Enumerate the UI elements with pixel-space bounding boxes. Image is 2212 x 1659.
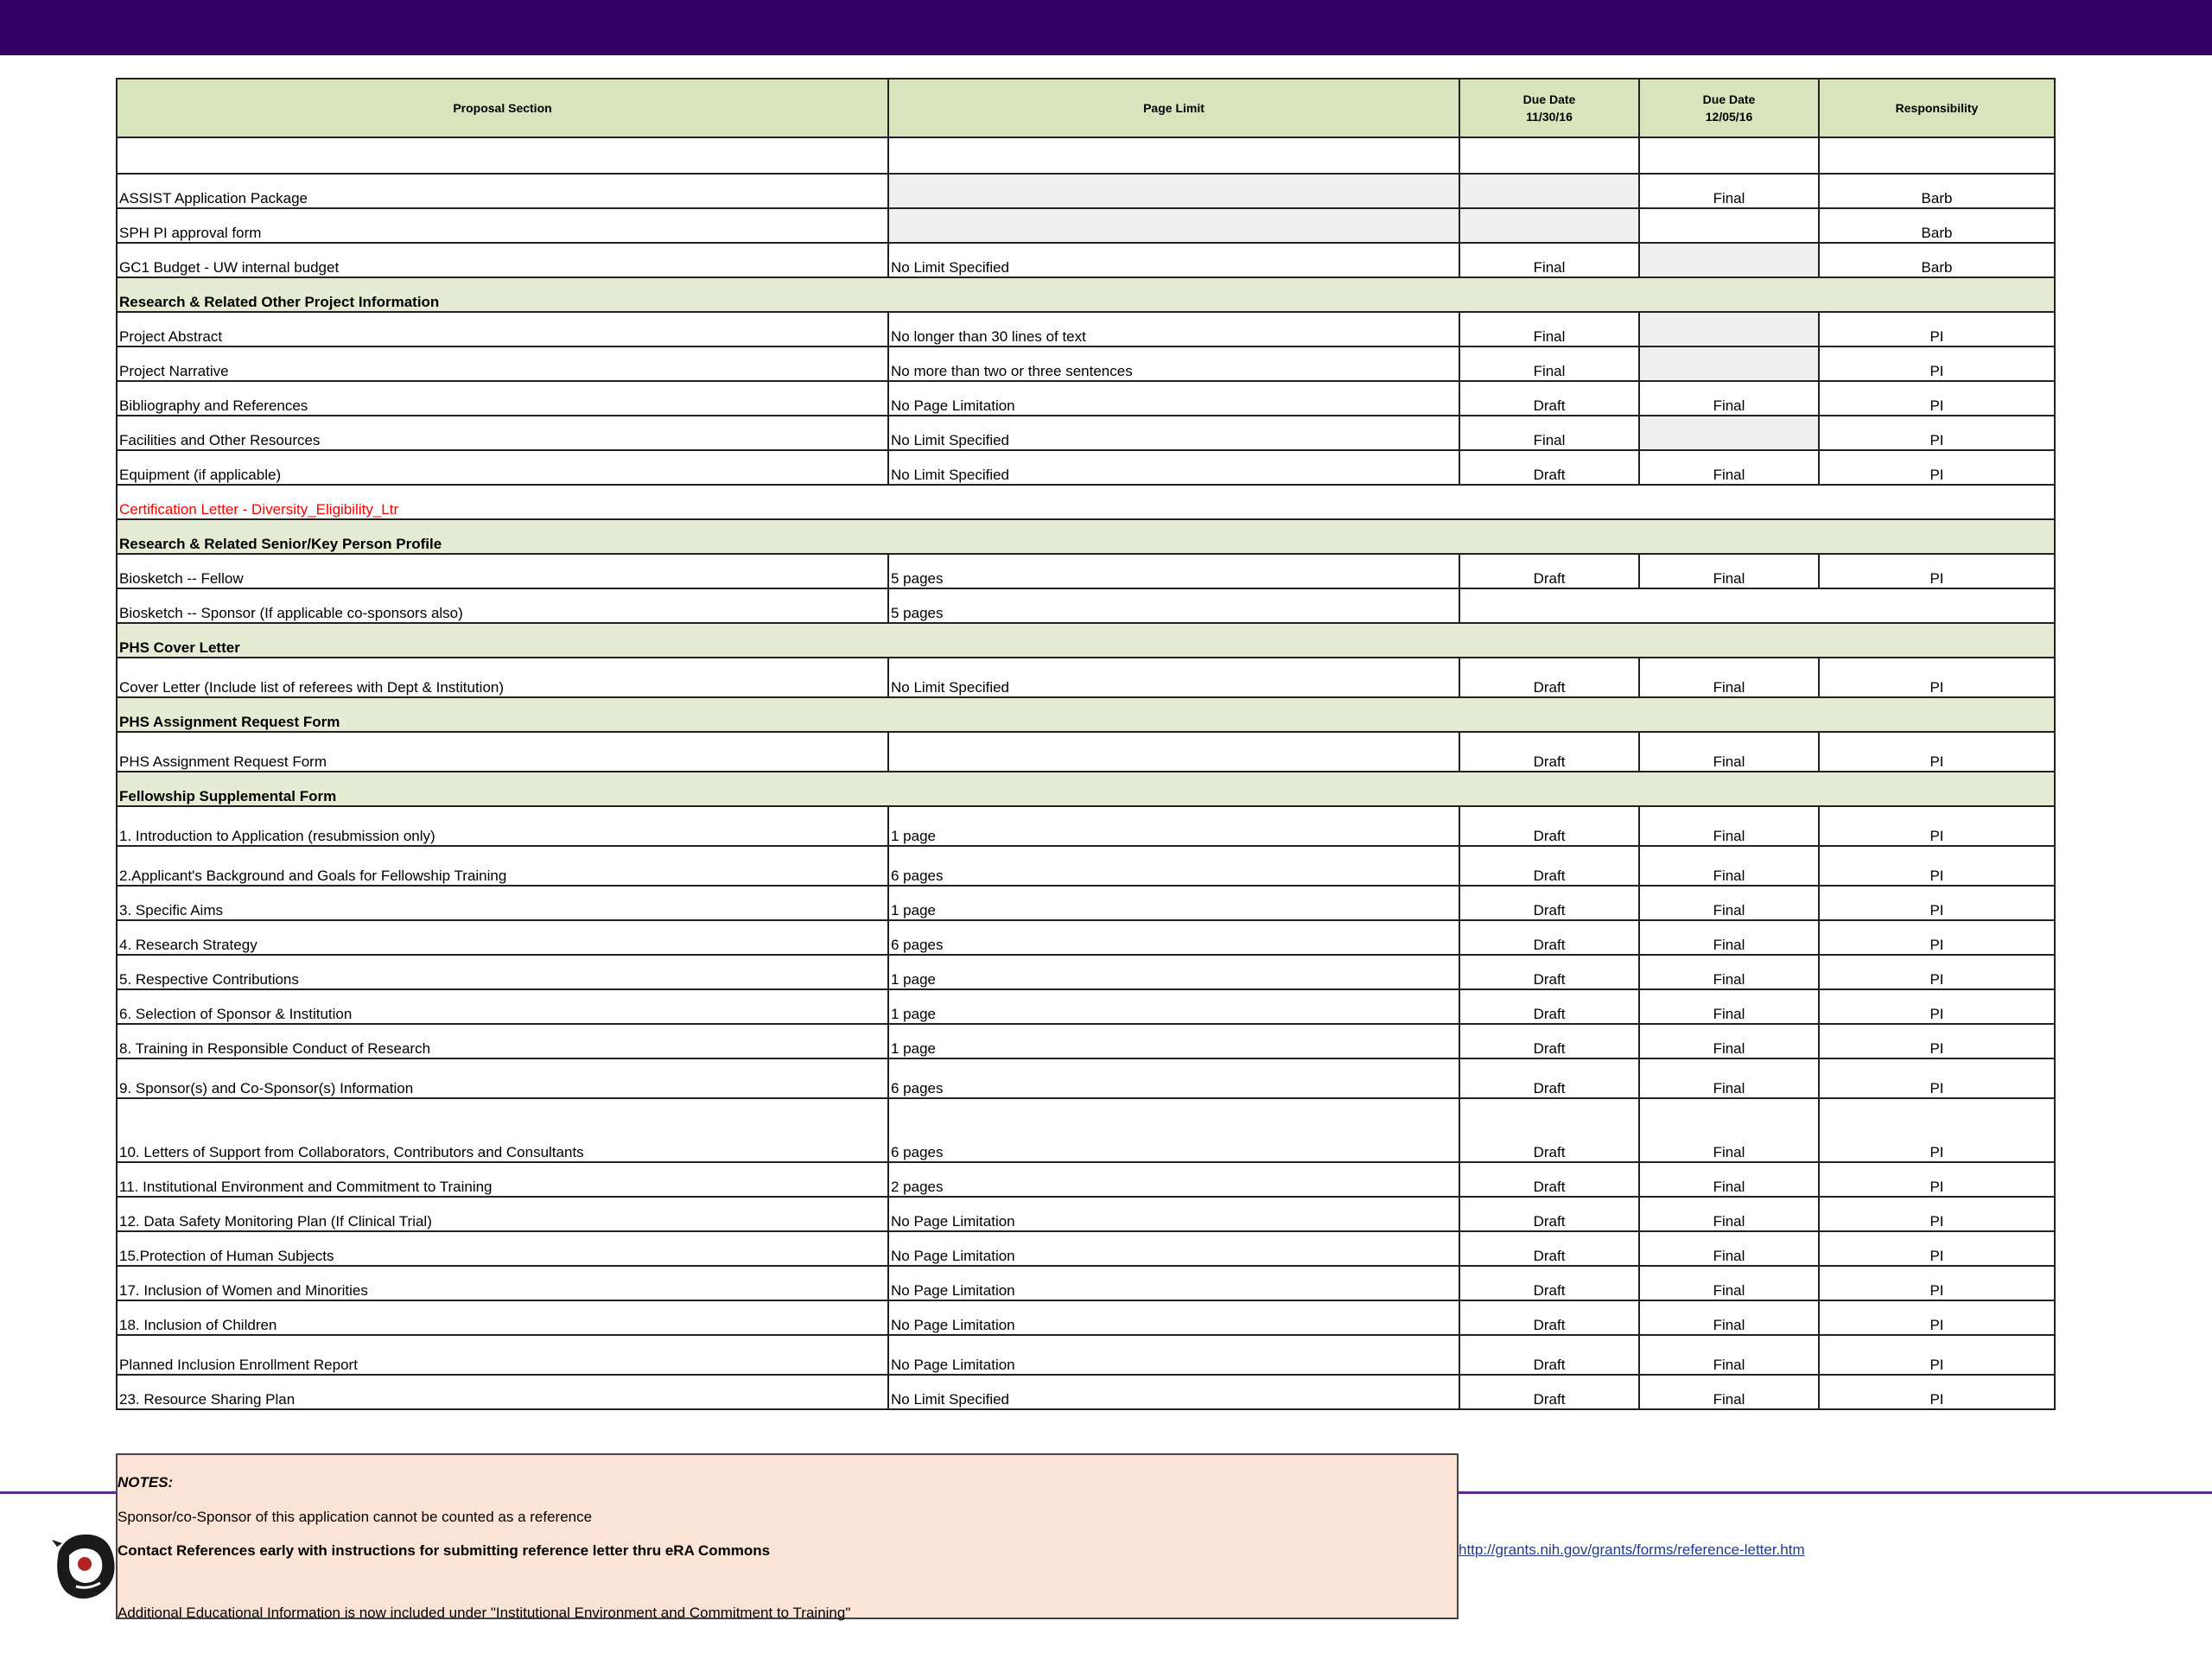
cell-due-1: Draft	[1459, 1300, 1639, 1335]
header-page-limit: Page Limit	[888, 79, 1459, 137]
cell-due-2	[1639, 416, 1819, 450]
cell-section: 5. Respective Contributions	[117, 955, 888, 989]
cell-resp: PI	[1819, 886, 2055, 920]
cell-section: Biosketch -- Fellow	[117, 554, 888, 588]
cell-due-2: Final	[1639, 1024, 1819, 1058]
cell-due-2: Final	[1639, 174, 1819, 208]
cell-due-2	[1639, 312, 1819, 346]
cell-page-limit: No Limit Specified	[888, 450, 1459, 485]
cell-section: 15.Protection of Human Subjects	[117, 1231, 888, 1266]
table-row	[117, 312, 2055, 346]
cell-due-2: Final	[1639, 1231, 1819, 1266]
cell-resp: PI	[1819, 955, 2055, 989]
table-row	[117, 381, 2055, 416]
cell-due-2	[1639, 243, 1819, 277]
cell-due-1: Draft	[1459, 1335, 1639, 1375]
cell-page-limit: 5 pages	[888, 588, 1459, 623]
table-row	[117, 174, 2055, 208]
cell-page-limit: 6 pages	[888, 1058, 1459, 1098]
table-row	[117, 416, 2055, 450]
cell-due-1: Draft	[1459, 1162, 1639, 1197]
cell-resp: PI	[1819, 1098, 2055, 1162]
table-row	[117, 208, 2055, 243]
section-header-row	[117, 697, 2055, 732]
cell-due-merged	[1459, 588, 2055, 623]
cell-due-1: Draft	[1459, 450, 1639, 485]
cell-page-limit: No Page Limitation	[888, 1231, 1459, 1266]
cell-due-2: Final	[1639, 1197, 1819, 1231]
cell-due-1: Draft	[1459, 886, 1639, 920]
notes-line: Sponsor/co-Sponsor of this application cannot be counted as a reference	[118, 1509, 593, 1525]
cell-due-2: Final	[1639, 450, 1819, 485]
header-due-date-2: Due Date 12/05/16	[1639, 79, 1819, 137]
cell-section: 2.Applicant's Background and Goals for Fellowship Training	[117, 846, 888, 886]
cell-due-2: Final	[1639, 806, 1819, 846]
cell-due-2: Final	[1639, 989, 1819, 1024]
cell-section: 17. Inclusion of Women and Minorities	[117, 1266, 888, 1300]
notes-box	[116, 1453, 1459, 1619]
header-proposal-section: Proposal Section	[117, 79, 888, 137]
cell-section: Facilities and Other Resources	[117, 416, 888, 450]
cell-due-1	[1459, 174, 1639, 208]
table-row	[117, 732, 2055, 772]
cell-section: 1. Introduction to Application (resubmission only)	[117, 806, 888, 846]
cell-due-1: Draft	[1459, 806, 1639, 846]
cell-resp: PI	[1819, 450, 2055, 485]
cell-page-limit: 1 page	[888, 886, 1459, 920]
cell-due-2: Final	[1639, 955, 1819, 989]
table-row	[117, 886, 2055, 920]
cell-due-2: Final	[1639, 1335, 1819, 1375]
section-header-row	[117, 772, 2055, 806]
cell-resp: PI	[1819, 1024, 2055, 1058]
cell-due-1: Final	[1459, 416, 1639, 450]
cell-due-1: Draft	[1459, 846, 1639, 886]
cell-page-limit: No Limit Specified	[888, 243, 1459, 277]
cell-section	[117, 137, 888, 174]
cell-due-1: Draft	[1459, 381, 1639, 416]
cell-section: 8. Training in Responsible Conduct of Research	[117, 1024, 888, 1058]
table-row	[117, 346, 2055, 381]
table-row	[117, 588, 2055, 623]
table-row	[117, 450, 2055, 485]
table-row	[117, 1231, 2055, 1266]
notes-heading: NOTES:	[118, 1474, 174, 1491]
cell-due-2: Final	[1639, 920, 1819, 955]
cell-section: 12. Data Safety Monitoring Plan (If Clinical Trial)	[117, 1197, 888, 1231]
cell-due-2: Final	[1639, 846, 1819, 886]
header-responsibility: Responsibility	[1819, 79, 2055, 137]
cell-resp: Barb	[1819, 208, 2055, 243]
cell-due-2: Final	[1639, 658, 1819, 697]
top-banner	[0, 0, 2212, 55]
cell-resp: PI	[1819, 732, 2055, 772]
section-label: Fellowship Supplemental Form	[117, 772, 2055, 806]
section-header-row	[117, 277, 2055, 312]
table-row	[117, 955, 2055, 989]
table-row	[117, 1058, 2055, 1098]
cell-page-limit: No Page Limitation	[888, 381, 1459, 416]
cell-due-1: Draft	[1459, 1024, 1639, 1058]
cell-page-limit: 6 pages	[888, 1098, 1459, 1162]
section-label: Research & Related Senior/Key Person Profile	[117, 519, 2055, 554]
cell-resp: PI	[1819, 1300, 2055, 1335]
cell-resp: PI	[1819, 806, 2055, 846]
cell-page-limit: No Page Limitation	[888, 1197, 1459, 1231]
cell-section: 9. Sponsor(s) and Co-Sponsor(s) Information	[117, 1058, 888, 1098]
cell-page-limit: No Limit Specified	[888, 1375, 1459, 1409]
table-row	[117, 920, 2055, 955]
cell-due-2: Final	[1639, 381, 1819, 416]
cell-page-limit: 5 pages	[888, 554, 1459, 588]
cell-resp: PI	[1819, 846, 2055, 886]
cell-section: Bibliography and References	[117, 381, 888, 416]
table-row	[117, 806, 2055, 846]
table-row	[117, 243, 2055, 277]
cell-due-2: Final	[1639, 1098, 1819, 1162]
cell-page-limit: No more than two or three sentences	[888, 346, 1459, 381]
cell-due-1: Draft	[1459, 1231, 1639, 1266]
section-label: PHS Cover Letter	[117, 623, 2055, 658]
cell-section: 11. Institutional Environment and Commitment to Training	[117, 1162, 888, 1197]
cell-page-limit: 6 pages	[888, 920, 1459, 955]
cell-resp: PI	[1819, 1266, 2055, 1300]
cell-page-limit: No longer than 30 lines of text	[888, 312, 1459, 346]
section-label: Research & Related Other Project Information	[117, 277, 2055, 312]
header-due-date-1: Due Date 11/30/16	[1459, 79, 1639, 137]
cell-due-1: Draft	[1459, 1098, 1639, 1162]
cell-resp: PI	[1819, 989, 2055, 1024]
table-row	[117, 1335, 2055, 1375]
cell-due-1	[1459, 137, 1639, 174]
cell-page-limit: 2 pages	[888, 1162, 1459, 1197]
table-row	[117, 1375, 2055, 1409]
cell-page-limit: No Page Limitation	[888, 1300, 1459, 1335]
cell-page-limit	[888, 732, 1459, 772]
cell-section: 10. Letters of Support from Collaborators, Contributors and Consultants	[117, 1098, 888, 1162]
cell-resp: PI	[1819, 312, 2055, 346]
table-row	[117, 1197, 2055, 1231]
cell-section: Planned Inclusion Enrollment Report	[117, 1335, 888, 1375]
proposal-checklist-table	[116, 78, 2056, 1410]
table-row	[117, 1162, 2055, 1197]
reference-letter-link[interactable]: http://grants.nih.gov/grants/forms/reference-letter.htm	[1459, 1541, 1805, 1558]
cell-section: Cover Letter (Include list of referees with Dept & Institution)	[117, 658, 888, 697]
cell-due-1: Draft	[1459, 1266, 1639, 1300]
cell-section: Equipment (if applicable)	[117, 450, 888, 485]
cell-page-limit	[888, 174, 1459, 208]
cell-resp: PI	[1819, 1162, 2055, 1197]
notes-line-bold: Contact References early with instructions for submitting reference letter thru eRA Commons	[118, 1542, 771, 1559]
cell-section: 23. Resource Sharing Plan	[117, 1375, 888, 1409]
table-row	[117, 1266, 2055, 1300]
cell-resp: Barb	[1819, 243, 2055, 277]
table-row	[117, 658, 2055, 697]
cell-section: 4. Research Strategy	[117, 920, 888, 955]
cell-section: SPH PI approval form	[117, 208, 888, 243]
cell-due-2: Final	[1639, 1058, 1819, 1098]
table-row	[117, 846, 2055, 886]
certification-letter-label: Certification Letter - Diversity_Eligibility_Ltr	[117, 485, 2055, 519]
table-row	[117, 485, 2055, 519]
cell-page-limit: 1 page	[888, 806, 1459, 846]
cell-due-1: Draft	[1459, 989, 1639, 1024]
section-header-row	[117, 623, 2055, 658]
cell-page-limit: No Page Limitation	[888, 1335, 1459, 1375]
cell-page-limit	[888, 137, 1459, 174]
cell-due-2: Final	[1639, 1266, 1819, 1300]
cell-due-2: Final	[1639, 886, 1819, 920]
cell-page-limit: No Page Limitation	[888, 1266, 1459, 1300]
cell-resp: PI	[1819, 920, 2055, 955]
cell-page-limit: No Limit Specified	[888, 416, 1459, 450]
cell-resp	[1819, 137, 2055, 174]
cell-section: ASSIST Application Package	[117, 174, 888, 208]
cell-section: 6. Selection of Sponsor & Institution	[117, 989, 888, 1024]
cell-due-2: Final	[1639, 554, 1819, 588]
cell-due-1: Draft	[1459, 920, 1639, 955]
cell-section: Biosketch -- Sponsor (If applicable co-sponsors also)	[117, 588, 888, 623]
cell-due-1: Draft	[1459, 732, 1639, 772]
cell-due-2: Final	[1639, 732, 1819, 772]
cell-resp: PI	[1819, 381, 2055, 416]
cell-resp: PI	[1819, 1197, 2055, 1231]
section-label: PHS Assignment Request Form	[117, 697, 2055, 732]
table-row	[117, 1300, 2055, 1335]
cell-resp: PI	[1819, 658, 2055, 697]
notes-line: Additional Educational Information is now included under "Institutional Environment and Commitment to Training"	[118, 1605, 851, 1621]
cell-section: Project Abstract	[117, 312, 888, 346]
cell-due-1: Final	[1459, 346, 1639, 381]
cell-due-2	[1639, 208, 1819, 243]
cell-resp: PI	[1819, 554, 2055, 588]
cell-due-1: Draft	[1459, 1058, 1639, 1098]
cell-due-1: Draft	[1459, 1197, 1639, 1231]
cell-page-limit: 6 pages	[888, 846, 1459, 886]
cell-page-limit: 1 page	[888, 955, 1459, 989]
cell-due-2: Final	[1639, 1375, 1819, 1409]
cell-due-1: Final	[1459, 312, 1639, 346]
cell-section: Project Narrative	[117, 346, 888, 381]
cell-resp: PI	[1819, 1375, 2055, 1409]
cell-page-limit: 1 page	[888, 989, 1459, 1024]
cell-resp: PI	[1819, 1058, 2055, 1098]
cell-resp: PI	[1819, 1335, 2055, 1375]
cell-page-limit	[888, 208, 1459, 243]
table-row	[117, 1098, 2055, 1162]
cell-resp: Barb	[1819, 174, 2055, 208]
cell-page-limit: 1 page	[888, 1024, 1459, 1058]
section-header-row	[117, 519, 2055, 554]
cell-due-1: Final	[1459, 243, 1639, 277]
cell-due-2: Final	[1639, 1300, 1819, 1335]
table-row	[117, 137, 2055, 174]
cell-due-1: Draft	[1459, 955, 1639, 989]
table-row	[117, 989, 2055, 1024]
cell-section: 3. Specific Aims	[117, 886, 888, 920]
cell-due-2	[1639, 346, 1819, 381]
cell-section: PHS Assignment Request Form	[117, 732, 888, 772]
table-row	[117, 554, 2055, 588]
cell-resp: PI	[1819, 346, 2055, 381]
cell-section: 18. Inclusion of Children	[117, 1300, 888, 1335]
tribal-logo-icon	[50, 1526, 121, 1604]
cell-due-2	[1639, 137, 1819, 174]
cell-resp: PI	[1819, 416, 2055, 450]
table-row	[117, 1024, 2055, 1058]
cell-resp: PI	[1819, 1231, 2055, 1266]
cell-section: GC1 Budget - UW internal budget	[117, 243, 888, 277]
cell-due-2: Final	[1639, 1162, 1819, 1197]
cell-page-limit: No Limit Specified	[888, 658, 1459, 697]
cell-due-1	[1459, 208, 1639, 243]
cell-due-1: Draft	[1459, 658, 1639, 697]
cell-due-1: Draft	[1459, 554, 1639, 588]
cell-due-1: Draft	[1459, 1375, 1639, 1409]
